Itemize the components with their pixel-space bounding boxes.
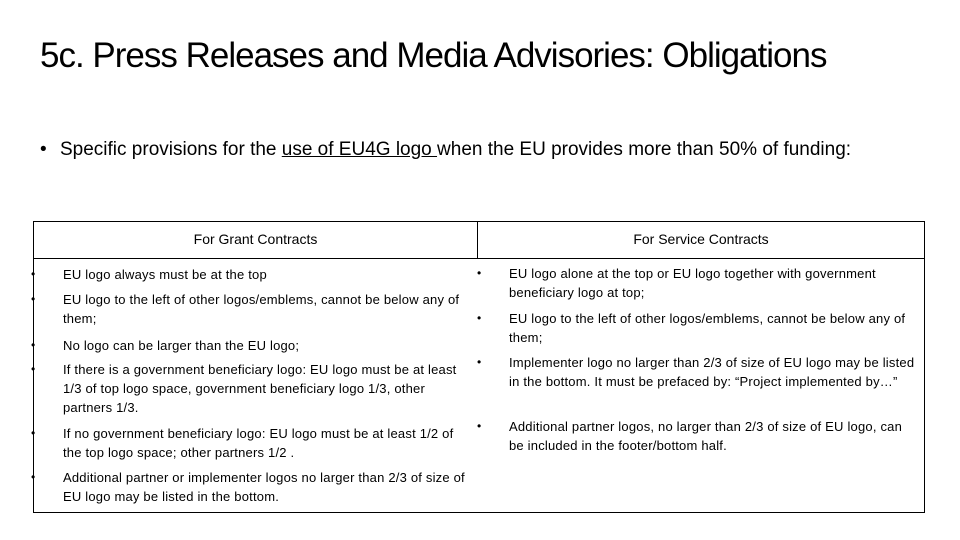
logo-rules-table [33, 221, 925, 513]
bullet-icon: • [31, 426, 36, 440]
bullet-icon: • [477, 355, 482, 369]
bullet-icon: • [31, 470, 36, 484]
intro-paragraph [40, 138, 920, 162]
bullet-icon: • [31, 362, 36, 376]
grant-item: • If no government beneficiary logo: EU logo must be at least 1/2 of the top logo space; other partners 1/2 . [31, 426, 454, 460]
bullet-icon: • [477, 419, 482, 433]
grant-item: • If there is a government beneficiary logo: EU logo must be at least 1/3 of top logo space, government beneficiary logo 1/3, other partners 1/3. [31, 362, 457, 415]
bullet-icon: • [40, 139, 47, 160]
bullet-icon: • [31, 338, 36, 352]
bullet-icon: • [477, 311, 482, 325]
service-item: • Implementer logo no larger than 2/3 of size of EU logo may be listed in the bottom. It must be prefaced by: “Project implemented by…” [477, 355, 915, 389]
intro-text [40, 138, 920, 162]
bullet-icon: • [477, 266, 482, 280]
intro-after: when the EU provides more than 50% of funding: [437, 139, 852, 160]
bullet-icon: • [31, 292, 36, 306]
grant-item: • EU logo always must be at the top [31, 267, 267, 282]
service-item: • EU logo alone at the top or EU logo together with government beneficiary logo at top; [477, 266, 876, 300]
service-item: • Additional partner logos, no larger than 2/3 of size of EU logo, can be included in the footer/bottom half. [477, 419, 902, 453]
grant-item: • No logo can be larger than the EU logo; [31, 338, 300, 353]
grant-item: • Additional partner or implementer logos no larger than 2/3 of size of EU logo may be listed in the bottom. [31, 470, 465, 504]
intro-underlined: use of EU4G logo [281, 139, 438, 160]
service-contracts-header: For Service Contracts [478, 222, 924, 259]
service-item: • EU logo to the left of other logos/emblems, cannot be below any of them; [477, 311, 906, 345]
grant-item: • EU logo to the left of other logos/emblems, cannot be below any of them; [31, 292, 460, 326]
slide-title: 5c. Press Releases and Media Advisories: Obligations [40, 36, 827, 75]
grant-contracts-header: For Grant Contracts [34, 222, 478, 259]
bullet-icon: • [31, 267, 36, 281]
intro-before: Specific provisions for the [60, 139, 282, 160]
